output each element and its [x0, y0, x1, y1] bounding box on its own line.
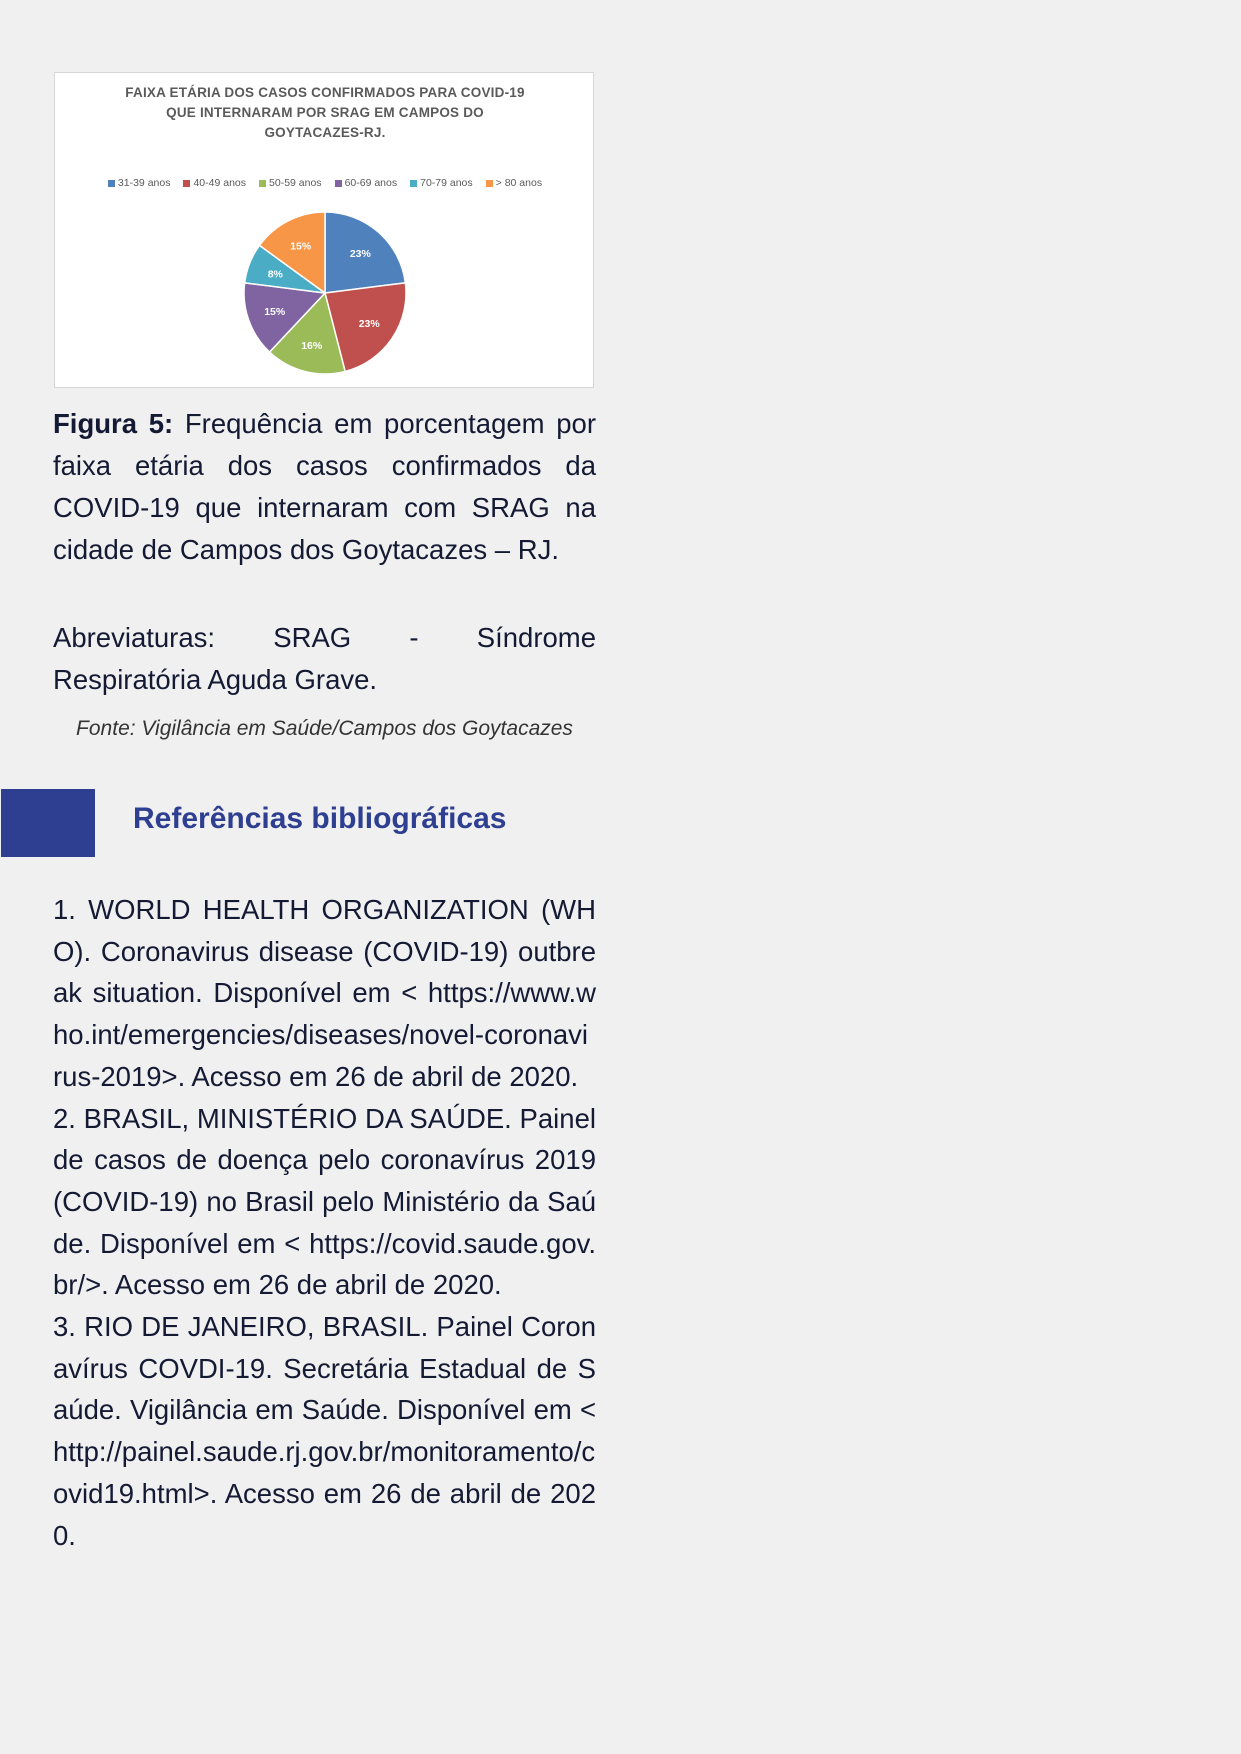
pie-slice-label: 23% [349, 247, 371, 260]
legend-label: 31-39 anos [117, 177, 171, 189]
abbreviations: Abreviaturas: SRAG - Síndrome Respiratória Aguda Grave. [53, 622, 596, 695]
references-list [53, 889, 596, 1556]
references-heading: Referências bibliográficas [133, 802, 507, 835]
figure-source: Fonte: Vigilância em Saúde/Campos dos Goytacazes [76, 717, 573, 740]
pie-slice-label: 8% [267, 268, 283, 281]
legend-label: 60-69 anos [344, 177, 398, 189]
pie-chart [55, 73, 595, 389]
figure-chart [54, 72, 594, 388]
caption-text: Frequência em porcentagem por faixa etária dos casos confirmados da COVID-19 que internaram com SRAG na cidade de Campos dos Goytacazes – RJ. [53, 408, 597, 565]
reference-item: 2. BRASIL, MINISTÉRIO DA SAÚDE. Painel de casos de doença pelo coronavírus 2019 (COVID-19) no Brasil pelo Ministério da Saúde. Disponível em < https://covid.saude.gov.br/>. Acesso em 26 de abril de 2020. [53, 1102, 596, 1301]
section-marker [1, 789, 95, 857]
pie-slice-label: 15% [264, 306, 286, 319]
reference-item: 1. WORLD HEALTH ORGANIZATION (WHO). Coronavirus disease (COVID-19) outbreak situation. Disponível em < https://www.who.int/emergencies/diseases/novel-coronavirus-2019>. Acesso em 26 de abril de 2020. [53, 894, 596, 1092]
legend-label: 70-79 anos [420, 177, 473, 189]
caption-label: Figura 5: [53, 408, 174, 439]
legend-label: 40-49 anos [193, 177, 247, 189]
pie-slice-label: 23% [358, 318, 380, 331]
pie-slice-label: 15% [290, 240, 312, 253]
legend-label: 50-59 anos [269, 177, 322, 189]
reference-item: 3. RIO DE JANEIRO, BRASIL. Painel Coronavírus COVDI-19. Secretária Estadual de Saúde. Vigilância em Saúde. Disponível em < http://painel.saude.rj.gov.br/monitoramento/covid19.html>. Acesso em 26 de abril de 2020. [53, 1311, 596, 1551]
figure-caption [53, 403, 596, 571]
legend-label: > 80 anos [495, 177, 543, 189]
pie-slice-label: 16% [301, 339, 323, 352]
chart-title: FAIXA ETÁRIA DOS CASOS CONFIRMADOS PARA COVID-19 QUE INTERNARAM POR SRAG EM CAMPOS DO GOYTACAZES-RJ. [125, 85, 525, 140]
